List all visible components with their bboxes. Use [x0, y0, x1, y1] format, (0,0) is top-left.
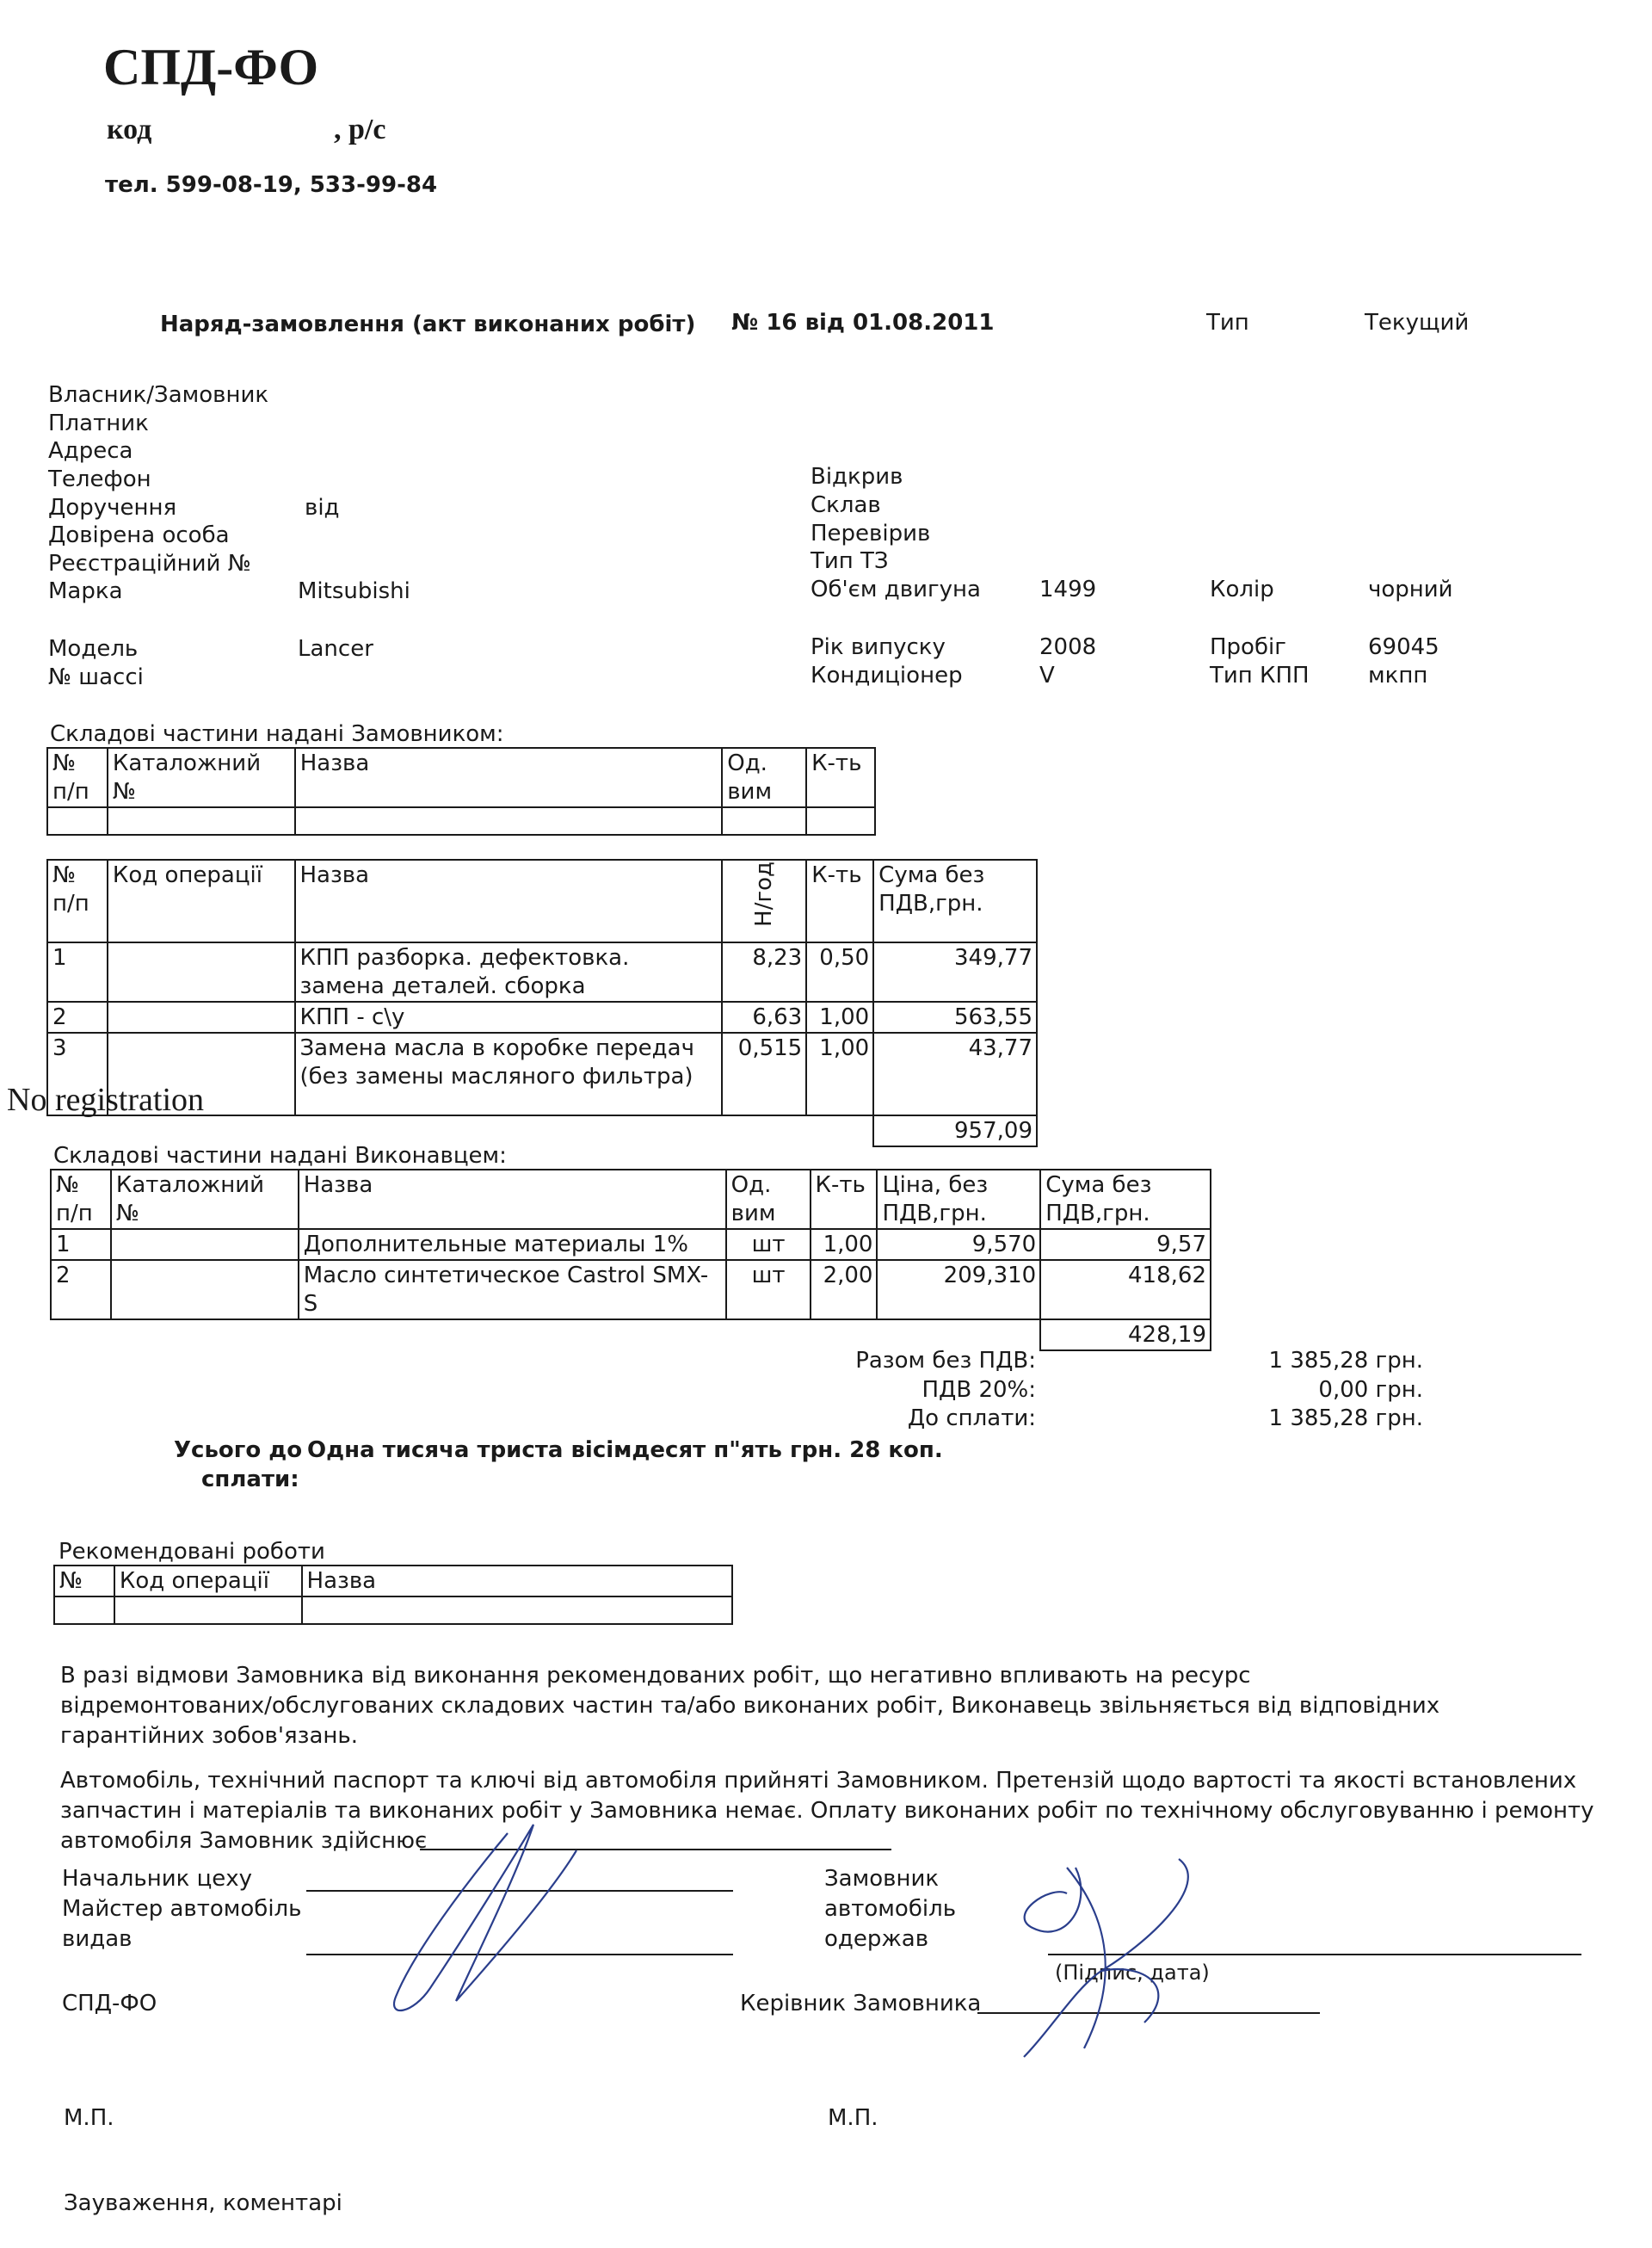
row-sum: 418,62: [1040, 1260, 1211, 1319]
customer-parts-table: [46, 747, 876, 836]
row-sum: 43,77: [873, 1033, 1037, 1115]
engine-label: Об'єм двигуна: [811, 577, 981, 602]
row-qty: 1,00: [811, 1229, 878, 1260]
notes-paragraph-2: [60, 1766, 1594, 1856]
stamp-right: М.П.: [828, 2105, 878, 2131]
remarks-label: Зауваження, коментарі: [64, 2190, 342, 2216]
row-sum: 9,57: [1040, 1229, 1211, 1260]
power-of-attorney-from: від: [305, 495, 340, 521]
header-cell-norm-hours: Н/год: [751, 862, 778, 927]
header-cell-name: Назва: [299, 1170, 726, 1229]
gearbox-value: мкпп: [1368, 663, 1428, 689]
mileage-value: 69045: [1368, 634, 1439, 660]
header-cell-name: Назва: [295, 748, 723, 807]
recommended-caption: Рекомендовані роботи: [59, 1539, 325, 1565]
header-cell-unit: Од. вим: [722, 748, 806, 807]
head-of-shop-label: Начальник цеху: [62, 1866, 253, 1892]
row-name: КПП разборка. дефектовка. замена деталей. сборка: [295, 942, 723, 1002]
notes-line: Автомобіль, технічний паспорт та ключі від автомобіля прийняті Замовником. Претензій щодо вартості та якості встановлених: [60, 1768, 1577, 1794]
row-name: Масло синтетическое Castrol SMX-S: [299, 1260, 726, 1319]
sign-date-caption: (Підпис, дата): [1055, 1961, 1210, 1985]
table-row: [51, 1260, 1211, 1319]
mileage-label: Пробіг: [1210, 634, 1286, 660]
table-row: [47, 807, 875, 835]
master-label-2: видав: [62, 1926, 133, 1952]
row-name: Дополнительные материалы 1%: [299, 1229, 726, 1260]
customer-label-2: автомобіль: [824, 1896, 957, 1922]
engine-value: 1499: [1039, 577, 1097, 602]
table-row: [51, 1229, 1211, 1260]
power-of-attorney-label: Доручення: [48, 495, 177, 521]
ac-value: V: [1039, 663, 1055, 689]
color-value: чорний: [1368, 577, 1453, 602]
row-code: [108, 1002, 295, 1033]
customer-manager-label: Керівник Замовника: [740, 1991, 982, 2016]
watermark-text: No registration: [7, 1082, 205, 1118]
contractor-parts-table: [50, 1169, 1211, 1351]
account-label: , р/с: [334, 114, 386, 145]
type-value: Текущий: [1365, 310, 1470, 336]
header-cell-unit: Од. вим: [726, 1170, 811, 1229]
vat-value: 0,00 грн.: [1318, 1377, 1423, 1403]
header-cell-name: Назва: [295, 860, 723, 942]
row-catalog: [111, 1229, 299, 1260]
row-name: Замена масла в коробке передач (без замены масляного фильтра): [295, 1033, 723, 1115]
brand-value: Mitsubishi: [298, 578, 410, 604]
header-cell-number: №: [54, 1566, 114, 1596]
vat-label: ПДВ 20%:: [922, 1377, 1036, 1403]
row-number: 1: [51, 1229, 111, 1260]
row-sum: 563,55: [873, 1002, 1037, 1033]
row-unit: шт: [726, 1229, 811, 1260]
notes-paragraph-1: [60, 1661, 1439, 1751]
phone-line: тел. 599-08-19, 533-99-84: [105, 172, 438, 198]
header-cell-qty: К-ть: [806, 860, 873, 942]
table-row: [54, 1596, 732, 1624]
row-code: [108, 942, 295, 1002]
notes-line: запчастин і матеріалів та виконаних робіт у Замовника немає. Оплату виконаних робіт по технічному обслуговуванню і ремонту: [60, 1798, 1594, 1824]
contractor-parts-caption: Складові частини надані Виконавцем:: [53, 1143, 507, 1169]
total-in-words: Одна тисяча триста вісімдесят п"ять грн. 28 коп.: [307, 1437, 943, 1463]
header-cell-number: № п/п: [47, 748, 108, 807]
table-header-row: [51, 1170, 1211, 1229]
row-hours: 8,23: [722, 942, 806, 1002]
subtotal-value: 1 385,28 грн.: [1268, 1348, 1423, 1374]
trusted-person-label: Довірена особа: [48, 522, 230, 548]
notes-line: гарантійних зобов'язань.: [60, 1723, 358, 1749]
owner-label: Власник/Замовник: [48, 382, 269, 408]
master-signature-icon: [361, 1816, 688, 2023]
table-total-row: [51, 1319, 1211, 1350]
row-qty: 1,00: [806, 1033, 873, 1115]
header-cell-catalog: Каталожний №: [108, 748, 295, 807]
color-label: Колір: [1210, 577, 1274, 602]
header-cell-sum: Сума без ПДВ,грн.: [873, 860, 1037, 942]
row-sum: 349,77: [873, 942, 1037, 1002]
gearbox-label: Тип КПП: [1210, 663, 1310, 689]
header-cell-price: Ціна, без ПДВ,грн.: [877, 1170, 1040, 1229]
opened-label: Відкрив: [811, 464, 903, 490]
type-label: Тип: [1206, 310, 1249, 336]
recommended-table: [53, 1565, 733, 1625]
notes-line: автомобіля Замовник здійснює: [60, 1828, 428, 1854]
due-value: 1 385,28 грн.: [1268, 1405, 1423, 1431]
table-header-row: [47, 860, 1037, 942]
stamp-left: М.П.: [64, 2105, 114, 2131]
row-hours: 0,515: [722, 1033, 806, 1115]
header-cell-qty: К-ть: [811, 1170, 878, 1229]
row-qty: 0,50: [806, 942, 873, 1002]
row-hours: 6,63: [722, 1002, 806, 1033]
row-qty: 2,00: [811, 1260, 878, 1319]
chassis-label: № шассі: [48, 664, 144, 690]
header-cell-number: № п/п: [51, 1170, 111, 1229]
order-number: № 16 від 01.08.2011: [731, 310, 995, 336]
ac-label: Кондиціонер: [811, 663, 963, 689]
due-label: До сплати:: [907, 1405, 1036, 1431]
words-label-2: сплати:: [201, 1467, 299, 1492]
row-number: 1: [47, 942, 108, 1002]
row-number: 2: [47, 1002, 108, 1033]
brand-label: Марка: [48, 578, 123, 604]
row-price: 9,570: [877, 1229, 1040, 1260]
row-number: 3: [47, 1033, 108, 1115]
table-row: [47, 1002, 1037, 1033]
customer-label-1: Замовник: [824, 1866, 940, 1892]
order-title: Наряд-замовлення (акт виконаних робіт): [160, 312, 696, 337]
row-qty: 1,00: [806, 1002, 873, 1033]
notes-line: В разі відмови Замовника від виконання рекомендованих робіт, що негативно впливають на ресурс: [60, 1663, 1251, 1689]
words-label-1: Усього до: [174, 1437, 303, 1463]
subtotal-label: Разом без ПДВ:: [855, 1348, 1036, 1374]
row-name: КПП - с\у: [295, 1002, 723, 1033]
model-value: Lancer: [298, 636, 373, 662]
year-value: 2008: [1039, 634, 1097, 660]
payer-label: Платник: [48, 411, 149, 436]
row-number: 2: [51, 1260, 111, 1319]
model-label: Модель: [48, 636, 139, 662]
contractor-parts-total: 428,19: [1040, 1319, 1211, 1350]
customer-label-3: одержав: [824, 1926, 929, 1952]
company-name: СПД-ФО: [103, 39, 319, 96]
notes-line: відремонтованих/обслугованих складових частин та/або виконаних робіт, Виконавець звільняється від відповідних: [60, 1693, 1440, 1719]
header-cell-catalog: Каталожний №: [111, 1170, 299, 1229]
header-cell-op-code: Код операції: [108, 860, 295, 942]
year-label: Рік випуску: [811, 634, 946, 660]
customer-parts-caption: Складові частини надані Замовником:: [50, 721, 504, 747]
header-cell-number: № п/п: [47, 860, 108, 942]
checked-label: Перевірив: [811, 521, 931, 547]
master-label-1: Майстер автомобіль: [62, 1896, 302, 1922]
table-total-row: [47, 1115, 1037, 1146]
row-price: 209,310: [877, 1260, 1040, 1319]
header-cell-name: Назва: [302, 1566, 732, 1596]
composed-label: Склав: [811, 492, 881, 518]
row-unit: шт: [726, 1260, 811, 1319]
header-cell-sum: Сума без ПДВ,грн.: [1040, 1170, 1211, 1229]
table-header-row: [47, 748, 875, 807]
phone-label: Телефон: [48, 466, 151, 492]
vehicle-type-label: Тип ТЗ: [811, 548, 889, 574]
operations-total: 957,09: [873, 1115, 1037, 1146]
header-cell-op-code: Код операції: [114, 1566, 302, 1596]
registration-label: Реєстраційний №: [48, 551, 251, 577]
customer-signature-icon: [972, 1850, 1230, 2074]
table-row: [47, 942, 1037, 1002]
code-label: код: [107, 114, 152, 145]
row-catalog: [111, 1260, 299, 1319]
company-sign-label: СПД-ФО: [62, 1991, 157, 2016]
table-header-row: [54, 1566, 732, 1596]
address-label: Адреса: [48, 438, 133, 464]
header-cell-qty: К-ть: [806, 748, 875, 807]
